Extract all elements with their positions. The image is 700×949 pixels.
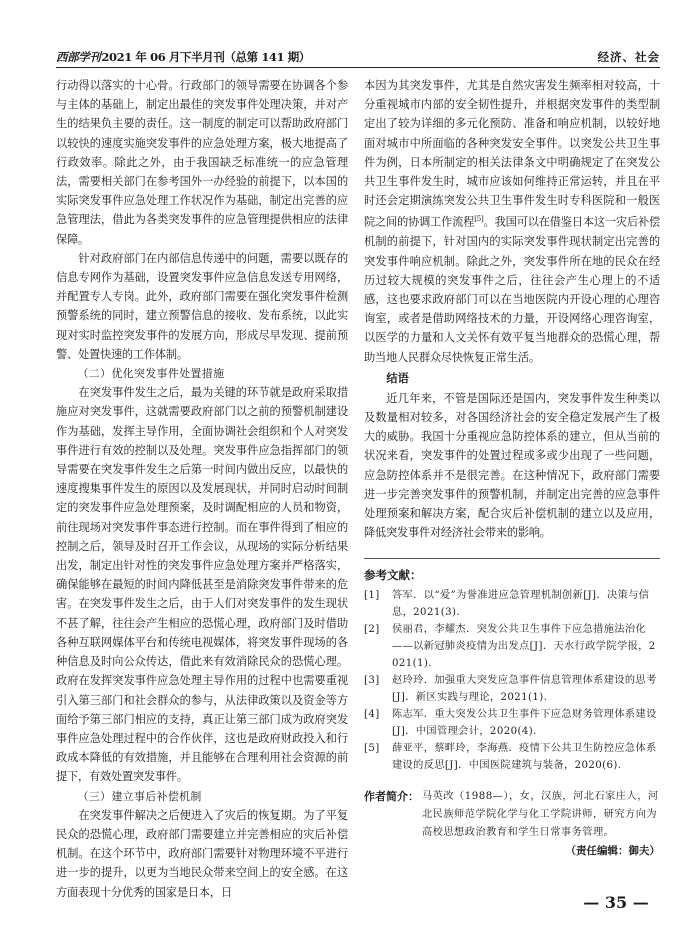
author-info (364, 788, 660, 860)
section-label: 经济、社会 (597, 50, 660, 64)
paragraph: 行动得以落实的十心骨。行政部门的领导需要在协调各个参与主体的基础上，制定出最佳的突发事件处理决策，并对产生的结果负主要的责任。这一制度的制定可以帮助政府部门以较快的速度实施突发事件的应急处理方案，极大地提高了行政效率。除此之外，由于我国缺乏标准统一的应急管理法，需要相关部门在参考国外一办经验的前提下，以本国的实际突发事件应急处理工作状况作为基础，制定出完善的应急管理法，借此为各类突发事件的应急管理提供相应的法律保障。 (56, 79, 348, 246)
right-column (364, 76, 660, 860)
reference-text: 答军．以“爱”为誉准进应急管理机制创新[J]．决策与信息，2021(3). (392, 590, 650, 619)
citation: [5] (474, 215, 484, 224)
paragraph-text: 。我国可以在借鉴日本这一灾后补偿机制的前提下，针对国内的实际突发事件现状制定出完善的突发事件响应机制。除此之外，突发事件所在地的民众在经历过较大规模的突发事件之后，往往会产生心理上的不适感，这也要求政府部门可以在当地医院内开设心理的心理咨询室，或者是借助网络技术的力量，开设网络心理咨询室，以医学的力量和人文关怀有效平复当地群众的恐慌心理，帮助当地人民群众尽快恢复正常生活。 (364, 216, 660, 364)
author-label: 作者简介： (364, 790, 419, 804)
reference-item (364, 740, 660, 774)
conclusion-heading: 结语 (386, 371, 409, 385)
paragraph: 在突发事件发生之后，最为关键的环节就是政府采取措施应对突发事件，这就需要政府部门以之前的预警机制建设作为基础，发挥主导作用，全面协调社会组织和个人对突发事件进行有效的控制以及处理。突发事件应急指挥部门的领导需要在突发事件发生之后第一时间内做出反应，以最快的速度搜集事件发生的原因以及发展现状，并同时启动时间制定的突发事件应急处理预案，及时调配相应的人员和物资，前往现场对突发事件事态进行控制。而在事件得到了相应的控制之后，领导及时召开工作会议，从现场的实际分析结果出发，制定出针对性的突发事件应急处理方案并严格落实，确保能够在最短的时间内降低甚至是消除突发事件带来的危害。在突发事件发生之后，由于人们对突发事件的发生现状不甚了解，往往会产生相应的恐慌心理，政府部门及时借助各种互联网媒体平台和传统电视媒体，将突发事件现场的各种信息及时向公众传达，借此来有效消除民众的恐慌心理。政府在发挥突发事件应急处理主导作用的过程中也需要重视引入第三部门和社会群众的参与，从法律政策以及资金等方面给予第三部门相应的支持，真正让第三部门成为政府突发事件应急处理过程中的合作伙伴，这也是政府财政投入和行政成本降低的有效措施，并且能够在合理利用社会资源的前提下，有效处置突发事件。 (56, 386, 348, 784)
reference-text: 赵玲玲．加强重大突发应急事件信息管理体系建设的思考[J]．新区实践与理论，2021(1). (392, 675, 657, 704)
reference-number: [5] (364, 743, 380, 755)
reference-number: [4] (364, 709, 380, 721)
editor-note: （责任编辑：御夫） (565, 845, 660, 858)
subsection-heading: （二）优化突发事件处置措施 (77, 367, 225, 381)
paragraph: 针对政府部门在内部信息传递中的问题，需要以既存的信息专网作为基础，设置突发事件应急信息发送专用网络，并配置专人专岗。此外，政府部门需要在强化突发事件检测预警系统的同时，建立预警信息的接收、发布系统，以此实现对实时监控突发事件的发展方向，形成尽早发现、提前预警、处置快速的工作体制。 (56, 251, 348, 361)
reference-list (364, 587, 660, 774)
author-bio: 马英改（1988—），女，汉族，河北石家庄人，河北民族师范学院化学与化工学院讲师，研究方向为高校思想政治教育和学生日常事务管理。 (422, 791, 659, 839)
subsection-heading: （三）建立事后补偿机制 (77, 789, 202, 803)
reference-text: 陈志军．重大突发公共卫生事件下应急财务管理体系建设[J]．中国管理会计，2020(4). (392, 709, 657, 738)
reference-number: [1] (364, 590, 380, 602)
paragraph (364, 76, 660, 367)
reference-item (364, 621, 660, 672)
page-number: — 35 — (583, 893, 649, 912)
reference-number: [3] (364, 675, 380, 687)
paragraph: 近几年来，不管是国际还是国内，突发事件发生种类以及数量相对较多，对各国经济社会的安全稳定发展产生了极大的威胁。我国十分重视应急防控体系的建立，但从当前的状况来看，突发事件的处置过程或多或少出现了一些问题，应急防控体系并不是很完善。在这种情况下，政府部门需要进一步完善突发事件的预警机制，并制定出完善的应急事件处理预案和解决方案，配合灾后补偿机制的建立以及应用，降低突发事件对经济社会带来的影响。 (364, 391, 660, 540)
reference-item (364, 706, 660, 740)
reference-number: [2] (364, 624, 380, 636)
reference-text: 薛亚平，蔡畔玲，李海燕．疫情下公共卫生防控应急体系建设的反思[J]．中国医院建筑与装备，2020(6). (392, 743, 657, 772)
reference-item (364, 672, 660, 706)
references-heading: 参考文献： (364, 558, 660, 583)
journal-logo: 西部学刊 (56, 50, 101, 64)
issue-label: 2021 年 06 月下半月刊（总第 141 期） (101, 50, 310, 64)
journal-issue-line (56, 49, 310, 65)
paragraph: 在突发事件解决之后便进入了灾后的恢复期。为了平复民众的恐慌心理，政府部门需要建立并完善相应的灾后补偿机制。在这个环节中，政府部门需要针对物理环境不平进行进一步的提升，以更为当地民众带来空间上的安全感。在这方面表现十分优秀的国家是日本，日 (56, 808, 348, 899)
left-column (56, 76, 348, 902)
page-header (56, 49, 660, 68)
reference-item (364, 587, 660, 621)
reference-text: 侯丽君，李耀杰．突发公共卫生事件下应急措施法治化——以新冠肺炎疫情为出发点[J]．天水行政学院学报，2021(1). (392, 624, 656, 670)
paragraph-text: 本因为其突发事件，尤其是自然灾害发生频率相对较高，十分重视城市内部的安全韧性提升，并根据突发事件的类型制定出了较为详细的多元化预防、准备和响应机制，以较好地面对城市中所面临的各种突发安全事件。以突发公共卫生事件为例，日本所制定的相关法律条文中明确规定了在突发公共卫生事件发生时，城市应该如何维持正常运转，并且在平时还会定期演练突发公共卫生事件发生时专科医院和一般医院之间的协调工作流程 (364, 79, 660, 230)
